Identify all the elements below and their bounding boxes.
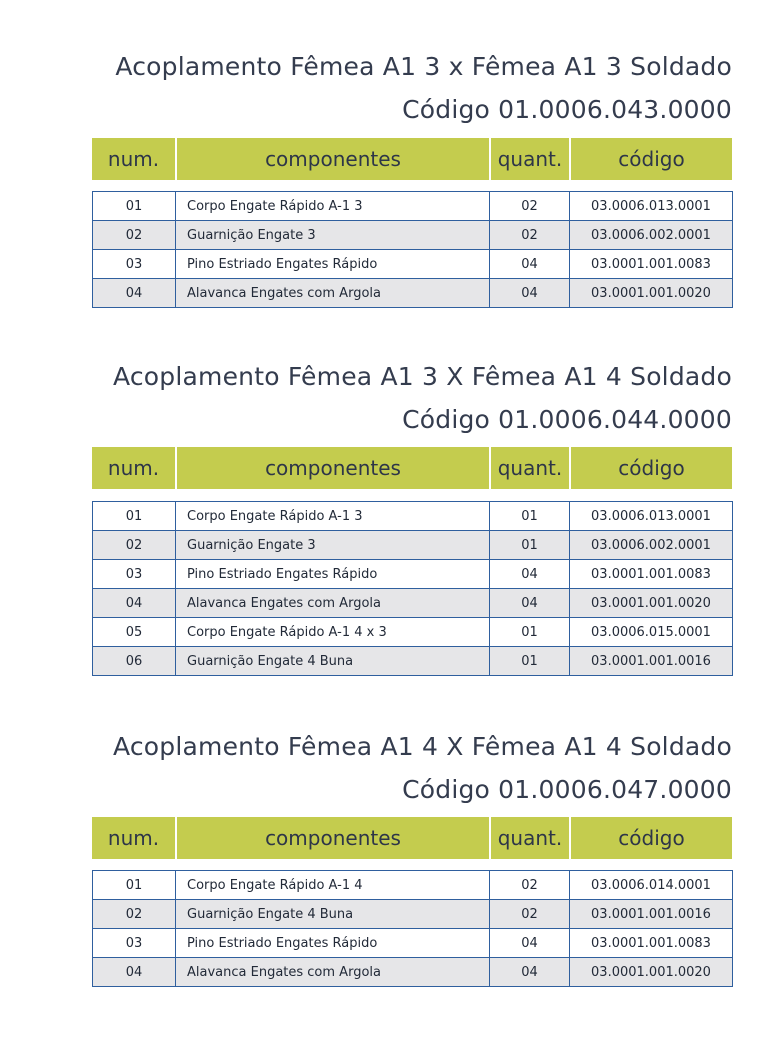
row-code: 03.0001.001.0016 <box>570 900 733 929</box>
product-title: Acoplamento Fêmea A1 3 X Fêmea A1 4 Soldado <box>112 362 732 391</box>
header-components: componentes <box>175 138 489 180</box>
table-header <box>92 138 732 180</box>
header-components: componentes <box>175 817 489 859</box>
row-num: 04 <box>93 279 176 308</box>
row-code: 03.0006.014.0001 <box>570 871 733 900</box>
table-row <box>93 618 733 647</box>
table-row <box>93 589 733 618</box>
row-quantity: 01 <box>490 531 570 560</box>
table-row <box>93 192 733 221</box>
row-num: 03 <box>93 250 176 279</box>
header-code: código <box>569 138 732 180</box>
row-num: 03 <box>93 560 176 589</box>
table-row <box>93 900 733 929</box>
row-num: 01 <box>93 502 176 531</box>
row-component: Alavanca Engates com Argola <box>176 958 490 987</box>
row-code: 03.0001.001.0083 <box>570 560 733 589</box>
header-components: componentes <box>175 447 489 489</box>
product-code: Código 01.0006.043.0000 <box>402 95 732 124</box>
row-code: 03.0001.001.0020 <box>570 589 733 618</box>
row-quantity: 04 <box>490 560 570 589</box>
row-component: Guarnição Engate 3 <box>176 221 490 250</box>
row-quantity: 04 <box>490 250 570 279</box>
table-row <box>93 502 733 531</box>
row-code: 03.0001.001.0083 <box>570 250 733 279</box>
product-code: Código 01.0006.047.0000 <box>402 775 732 804</box>
header-num: num. <box>92 447 175 489</box>
table-row <box>93 647 733 676</box>
row-num: 02 <box>93 531 176 560</box>
table-row <box>93 958 733 987</box>
row-quantity: 01 <box>490 618 570 647</box>
table-header <box>92 447 732 489</box>
row-num: 05 <box>93 618 176 647</box>
header-num: num. <box>92 817 175 859</box>
row-num: 06 <box>93 647 176 676</box>
row-code: 03.0006.002.0001 <box>570 531 733 560</box>
product-title: Acoplamento Fêmea A1 3 x Fêmea A1 3 Soldado <box>115 52 732 81</box>
row-code: 03.0001.001.0083 <box>570 929 733 958</box>
header-quantity: quant. <box>489 447 569 489</box>
row-quantity: 02 <box>490 871 570 900</box>
header-code: código <box>569 817 732 859</box>
row-component: Guarnição Engate 3 <box>176 531 490 560</box>
row-quantity: 01 <box>490 647 570 676</box>
row-code: 03.0006.002.0001 <box>570 221 733 250</box>
row-code: 03.0006.013.0001 <box>570 502 733 531</box>
row-code: 03.0001.001.0016 <box>570 647 733 676</box>
row-quantity: 04 <box>490 929 570 958</box>
table-row <box>93 871 733 900</box>
row-num: 01 <box>93 192 176 221</box>
row-code: 03.0006.013.0001 <box>570 192 733 221</box>
table-row <box>93 929 733 958</box>
row-quantity: 04 <box>490 279 570 308</box>
row-component: Guarnição Engate 4 Buna <box>176 900 490 929</box>
row-component: Pino Estriado Engates Rápido <box>176 560 490 589</box>
row-component: Guarnição Engate 4 Buna <box>176 647 490 676</box>
row-component: Alavanca Engates com Argola <box>176 279 490 308</box>
row-component: Corpo Engate Rápido A-1 4 <box>176 871 490 900</box>
row-num: 04 <box>93 589 176 618</box>
table-row <box>93 250 733 279</box>
row-component: Corpo Engate Rápido A-1 4 x 3 <box>176 618 490 647</box>
components-table <box>92 191 733 308</box>
table-header <box>92 817 732 859</box>
row-quantity: 02 <box>490 900 570 929</box>
row-num: 02 <box>93 900 176 929</box>
components-table <box>92 870 733 987</box>
table-row <box>93 221 733 250</box>
row-component: Corpo Engate Rápido A-1 3 <box>176 192 490 221</box>
row-num: 01 <box>93 871 176 900</box>
row-component: Pino Estriado Engates Rápido <box>176 929 490 958</box>
row-quantity: 04 <box>490 958 570 987</box>
row-quantity: 02 <box>490 221 570 250</box>
row-component: Pino Estriado Engates Rápido <box>176 250 490 279</box>
header-code: código <box>569 447 732 489</box>
product-title: Acoplamento Fêmea A1 4 X Fêmea A1 4 Soldado <box>112 732 732 761</box>
components-table <box>92 501 733 676</box>
row-code: 03.0001.001.0020 <box>570 279 733 308</box>
row-quantity: 01 <box>490 502 570 531</box>
row-component: Corpo Engate Rápido A-1 3 <box>176 502 490 531</box>
row-num: 04 <box>93 958 176 987</box>
row-quantity: 02 <box>490 192 570 221</box>
header-quantity: quant. <box>489 817 569 859</box>
row-code: 03.0001.001.0020 <box>570 958 733 987</box>
row-component: Alavanca Engates com Argola <box>176 589 490 618</box>
row-quantity: 04 <box>490 589 570 618</box>
header-num: num. <box>92 138 175 180</box>
row-num: 03 <box>93 929 176 958</box>
header-quantity: quant. <box>489 138 569 180</box>
table-row <box>93 279 733 308</box>
table-row <box>93 531 733 560</box>
table-row <box>93 560 733 589</box>
product-code: Código 01.0006.044.0000 <box>402 405 732 434</box>
row-code: 03.0006.015.0001 <box>570 618 733 647</box>
row-num: 02 <box>93 221 176 250</box>
